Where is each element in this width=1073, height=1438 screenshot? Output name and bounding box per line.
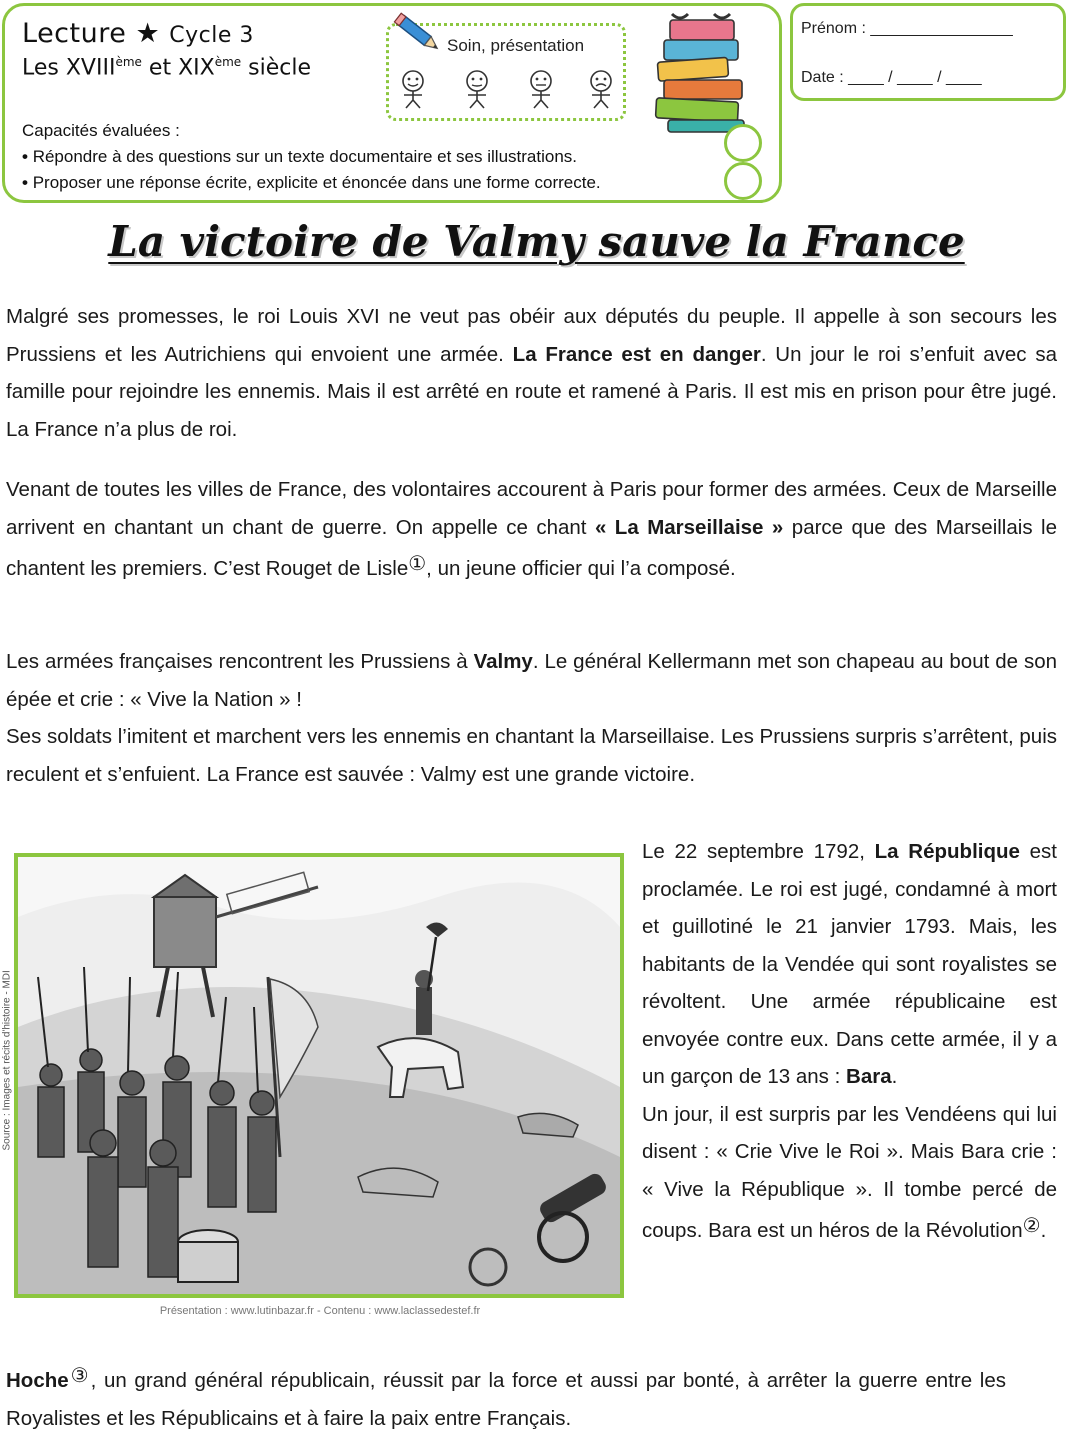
page-title: La victoire de Valmy sauve la France (108, 217, 965, 266)
paragraph-4: Le 22 septembre 1792, La République est proclamée. Le roi est jugé, condamné à mort et guillotiné le 21 janvier 1793. Mais, les habitants de la Vendée qui sont royalistes se révoltent. Une armée républicaine est envoyée contre eux. Dans cette armée, il y a un garçon de 13 ans : Bara. Un jour, il est surpris par les Vendéens qui lui disent : « Crie Vive le Roi ». Mais Bara crie : « Vive la République ». Il tombe percé de coups. Bara est un héros de la Révolution②. (642, 840, 1057, 1242)
pencil-icon (392, 10, 444, 58)
smiley-icon[interactable] (584, 68, 618, 110)
footnote-marker[interactable]: ① (408, 553, 427, 575)
footnote-marker[interactable]: ② (1022, 1215, 1041, 1237)
paragraph-5: Hoche③, un grand général républicain, réussit par la force et aussi par bonté, à arrêter la guerre entre les Royalistes et les Républicains et à faire la paix entre Français. (6, 1365, 1006, 1430)
lecture-title (22, 18, 254, 49)
century-label: Les XVIIIème et XIXème siècle (22, 55, 312, 81)
footnote-marker[interactable]: ③ (68, 1365, 91, 1387)
smiley-icon[interactable] (396, 68, 430, 110)
smiley-icon[interactable] (460, 68, 494, 110)
date-field[interactable]: Date : ____ / ____ / ____ (801, 69, 982, 86)
image-source-label: Source : Images et récits d'histoire - MDI (1, 970, 13, 1151)
paragraph-1: Malgré ses promesses, le roi Louis XVI ne veut pas obéir aux députés du peuple. Il appelle à son secours les Prussiens et les Autrichiens qui envoient une armée. La France est en danger. Un jour le roi s’enfuit avec sa famille pour rejoindre les ennemis. Mais il est arrêté en route et ramené à Paris. Il est mis en prison pour être jugé. La France n’a plus de roi. (6, 305, 1057, 441)
valmy-battle-drawing (18, 857, 620, 1294)
books-stack-icon (650, 10, 755, 135)
prenom-field[interactable]: Prénom : ________________ (801, 20, 1013, 37)
capacites-title: Capacités évaluées : (22, 121, 180, 140)
image-credit: Présentation : www.lutinbazar.fr - Contenu : www.laclassedestef.fr (159, 1305, 481, 1317)
smiley-icon[interactable] (524, 68, 558, 110)
cycle-label: Cycle 3 (169, 23, 254, 48)
star-icon: ★ (135, 18, 161, 49)
soin-label: Soin, présentation (447, 36, 585, 55)
paragraph-2: Venant de toutes les villes de France, des volontaires accourent à Paris pour former des armées. Ceux de Marseille arrivent en chantant un chant de guerre. On appelle ce chant « La Marseillaise » parce que des Marseillais le chantent les premiers. C’est Rouget de Lisle①, un jeune officier qui l’a composé. (6, 478, 1057, 580)
battle-illustration (14, 853, 624, 1298)
evaluation-circle[interactable] (724, 162, 762, 200)
paragraph-3: Les armées françaises rencontrent les Prussiens à Valmy. Le général Kellermann met son chapeau au bout de son épée et crie : « Vive la Nation » ! Ses soldats l’imitent et marchent vers les ennemis en chantant la Marseillaise. Les Prussiens surpris s’arrêtent, puis reculent et s’enfuient. La France est sauvée : Valmy est une grande victoire. (6, 650, 1057, 786)
lecture-label: Lecture (22, 18, 127, 49)
evaluation-circle[interactable] (724, 124, 762, 162)
capacite-item: • Proposer une réponse écrite, explicite et énoncée dans une forme correcte. (22, 170, 601, 196)
capacite-item: • Répondre à des questions sur un texte documentaire et ses illustrations. (22, 144, 601, 170)
capacites-block (22, 118, 601, 196)
